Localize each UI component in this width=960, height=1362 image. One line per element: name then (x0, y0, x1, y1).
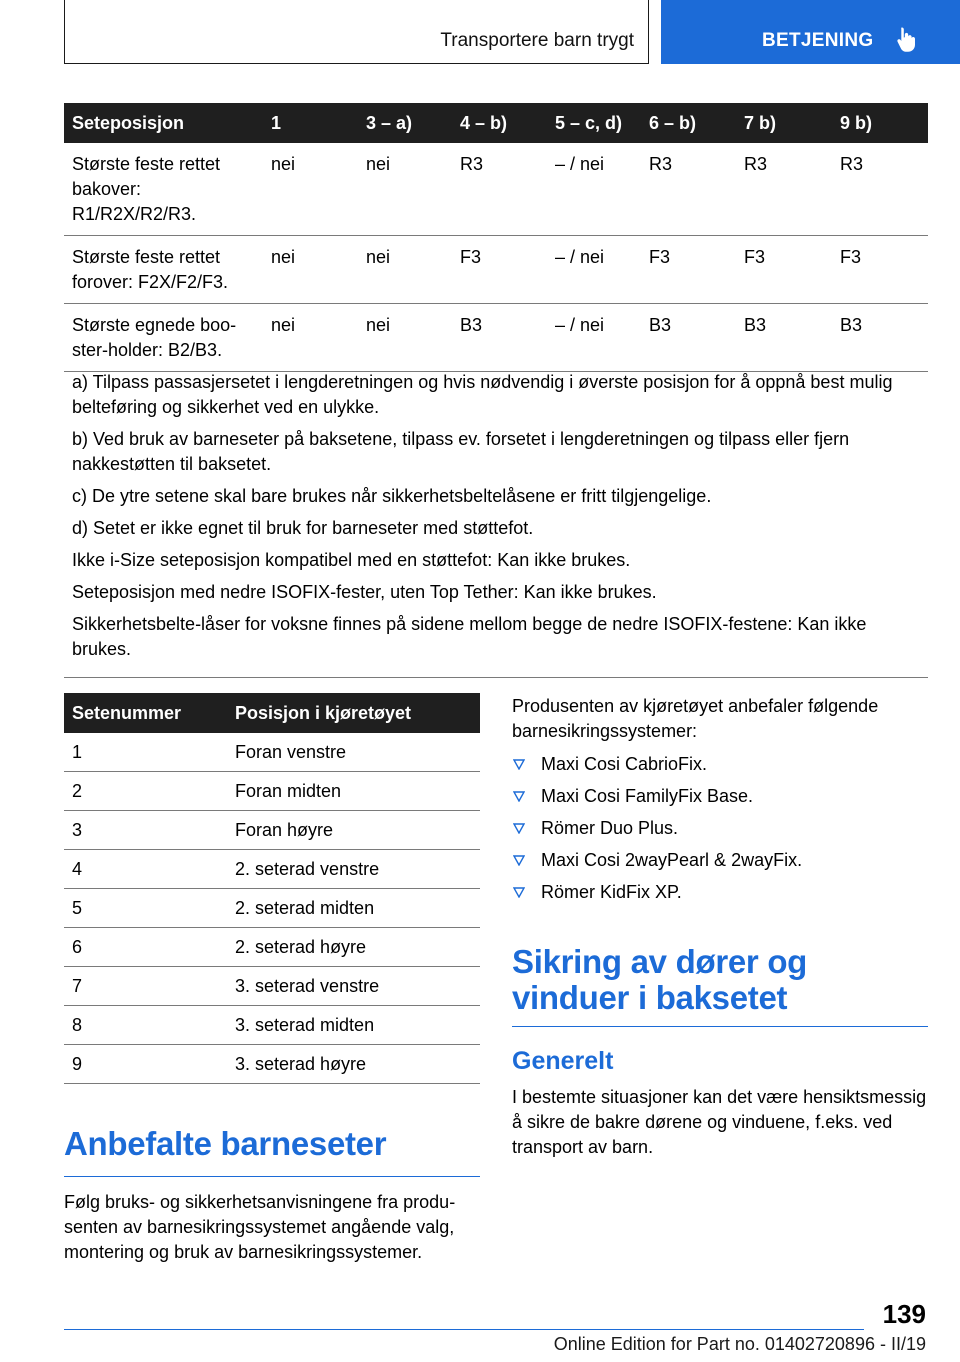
triangle-bullet-icon (513, 758, 525, 770)
footnote: a) Tilpass passasjersetet i lengderetningen og hvis nødvendig i øverste posisjon for å oppnå best mulig belteføring og sikkerhet ved en ulykke. (72, 372, 893, 417)
column-header: 4 – b) (452, 103, 547, 143)
seat-position: 2. seterad høyre (227, 928, 480, 967)
column-header: 3 – a) (358, 103, 452, 143)
footnote: Ikke i-Size seteposisjon kompatibel med en støttefot: Kan ikke brukes. (72, 550, 631, 570)
footnote: c) De ytre setene skal bare brukes når sikkerhetsbeltelåsene er fritt tilgjengelige. (72, 486, 712, 506)
column-header: Setenummer (64, 693, 227, 733)
edition-text: Online Edition for Part no. 01402720896 - II/19 (553, 1334, 926, 1354)
table-cell: R3 (832, 143, 928, 236)
seat-number: 4 (64, 850, 227, 889)
seat-position: 3. seterad venstre (227, 967, 480, 1006)
table-cell: – / nei (547, 304, 641, 372)
table-header-row (64, 693, 480, 733)
footnote: b) Ved bruk av barneseter på baksetene, tilpass ev. forsetet i lengderetningen og tilpass eller fjern nakkestøtten til baksetet. (72, 429, 850, 474)
triangle-bullet-icon (513, 886, 525, 898)
hand-pointer-icon (897, 26, 917, 52)
doors-heading: Sikring av dører og vinduer i baksetet (512, 943, 808, 1016)
seat-position: 3. seterad høyre (227, 1045, 480, 1084)
table-row (64, 733, 480, 772)
table-cell: nei (263, 304, 358, 372)
table-row (64, 850, 480, 889)
section-tab[interactable] (661, 0, 960, 64)
section-label: BETJENING (762, 30, 874, 51)
table-cell: – / nei (547, 143, 641, 236)
table-cell: F3 (452, 236, 547, 304)
recommendation-list (512, 752, 928, 905)
table-cell: B3 (832, 304, 928, 372)
list-item (512, 752, 928, 777)
triangle-bullet-icon (513, 822, 525, 834)
footnote: Seteposisjon med nedre ISOFIX-fester, uten Top Tether: Kan ikke brukes. (72, 582, 657, 602)
table-cell: F3 (736, 236, 832, 304)
table-row (64, 1045, 480, 1084)
column-header: 5 – c, d) (547, 103, 641, 143)
table-cell: B3 (736, 304, 832, 372)
seat-position: 2. seterad midten (227, 889, 480, 928)
table-cell: R3 (736, 143, 832, 236)
seat-number: 1 (64, 733, 227, 772)
table-cell: B3 (452, 304, 547, 372)
table-row (64, 928, 480, 967)
list-item (512, 848, 928, 873)
column-header: Seteposisjon (64, 103, 263, 143)
table-cell: B3 (641, 304, 736, 372)
column-header: Posisjon i kjøretøyet (227, 693, 480, 733)
seat-number: 8 (64, 1006, 227, 1045)
page-number: 139 (882, 1299, 926, 1329)
recommended-heading: Anbefalte barneseter (64, 1125, 387, 1162)
table-cell: Største feste rettet bakover: R1/R2X/R2/R3. (64, 143, 263, 236)
list-item (512, 816, 928, 841)
table-cell: nei (358, 143, 452, 236)
footnote: d) Setet er ikke egnet til bruk for barneseter med støttefot. (72, 518, 534, 538)
seat-position: Foran venstre (227, 733, 480, 772)
table-row (64, 889, 480, 928)
triangle-bullet-icon (513, 854, 525, 866)
doors-text: I bestemte situasjoner kan det være hensiktsmessig å sikre de bakre dørene og vinduene, f.eks. ved transport av barn. (512, 1087, 927, 1157)
seat-number: 2 (64, 772, 227, 811)
table-row (64, 304, 928, 372)
manufacturer-recommendations (512, 694, 928, 912)
table-row (64, 143, 928, 236)
table-row (64, 811, 480, 850)
column-header: 7 b) (736, 103, 832, 143)
seat-number: 7 (64, 967, 227, 1006)
seat-number: 5 (64, 889, 227, 928)
footer-divider (64, 1329, 864, 1330)
list-item-text: Maxi Cosi FamilyFix Base. (541, 786, 754, 806)
recommended-heading-block (64, 1126, 480, 1177)
table-row (64, 236, 928, 304)
seat-number-table (64, 693, 480, 1084)
list-item-text: Maxi Cosi CabrioFix. (541, 754, 708, 774)
seat-number: 3 (64, 811, 227, 850)
table-row (64, 967, 480, 1006)
chapter-title: Transportere barn trygt (440, 30, 634, 51)
column-header: 1 (263, 103, 358, 143)
table-row (64, 772, 480, 811)
list-item-text: Maxi Cosi 2wayPearl & 2wayFix. (541, 850, 803, 870)
table-row (64, 1006, 480, 1045)
list-item (512, 880, 928, 905)
table-cell: – / nei (547, 236, 641, 304)
list-item-text: Römer Duo Plus. (541, 818, 679, 838)
footnote: Sikkerhetsbelte-låser for voksne finnes på sidene mellom begge de nedre ISOFIX-festene: Kan ikke brukes. (72, 614, 867, 659)
seat-position: Foran høyre (227, 811, 480, 850)
table-cell: nei (358, 236, 452, 304)
doors-heading-block (512, 944, 928, 1027)
table-cell: R3 (452, 143, 547, 236)
table-header-row (64, 103, 928, 143)
seat-position: 3. seterad midten (227, 1006, 480, 1045)
table-cell: Største feste rettet forover: F2X/F2/F3. (64, 236, 263, 304)
seat-position: 2. seterad venstre (227, 850, 480, 889)
seat-number: 9 (64, 1045, 227, 1084)
table-cell: nei (263, 143, 358, 236)
header-title-box (64, 0, 649, 64)
column-header: 6 – b) (641, 103, 736, 143)
seat-number: 6 (64, 928, 227, 967)
list-item (512, 784, 928, 809)
recommendation-intro: Produsenten av kjøretøyet anbefaler følgende barnesikringssystemer: (512, 696, 879, 741)
doors-text-block (512, 1085, 928, 1160)
table-cell: R3 (641, 143, 736, 236)
seat-position: Foran midten (227, 772, 480, 811)
seat-position-table (64, 103, 928, 372)
table-cell: F3 (832, 236, 928, 304)
table-cell: F3 (641, 236, 736, 304)
table-cell: Største egnede booster-holder: B2/B3. (64, 304, 263, 372)
recommended-text-block (64, 1190, 480, 1265)
list-item-text: Römer KidFix XP. (541, 882, 682, 902)
recommended-text: Følg bruks- og sikkerhetsanvisningene fra produsenten av barnesikringssystemet angående valg, montering og bruk av barnesikringssystemer. (64, 1192, 456, 1262)
column-header: 9 b) (832, 103, 928, 143)
general-subheading: Generelt (512, 1047, 614, 1075)
table-cell: nei (358, 304, 452, 372)
triangle-bullet-icon (513, 790, 525, 802)
table-cell: nei (263, 236, 358, 304)
table-footnotes (64, 370, 928, 678)
